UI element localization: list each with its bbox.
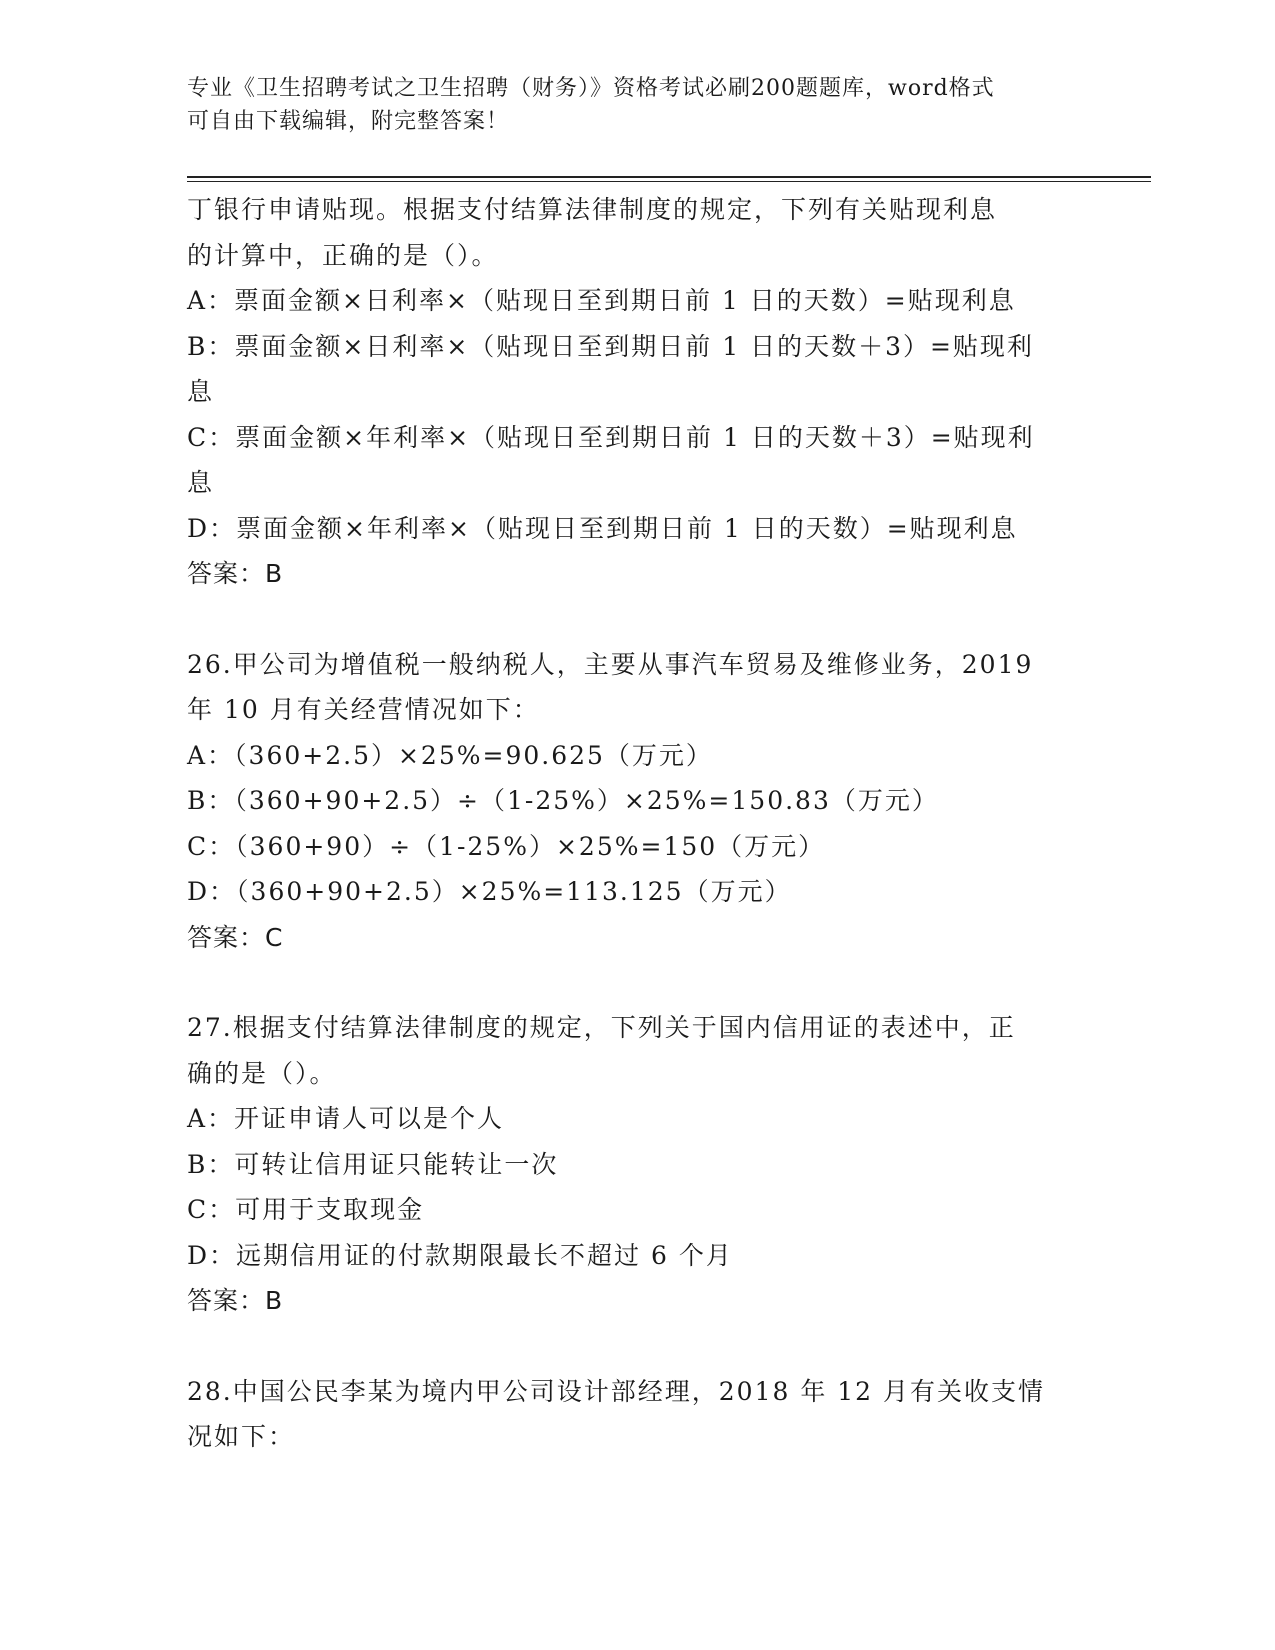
answer: 答案：B bbox=[187, 1286, 284, 1315]
option-c: C：票面金额×年利率×（贴现日至到期日前 1 日的天数＋3）=贴现利 bbox=[187, 422, 1035, 452]
question-content bbox=[187, 187, 1087, 1460]
header-subtitle-line: 可自由下载编辑，附完整答案！ bbox=[187, 109, 510, 134]
option-d: D：（360+90+2.5）×25%=113.125（万元） bbox=[187, 877, 792, 906]
spacer bbox=[187, 960, 1087, 1005]
header-title-line: 专业《卫生招聘考试之卫生招聘（财务）》资格考试必刷200题题库，word格式 bbox=[187, 76, 995, 101]
question-text: 况如下： bbox=[187, 1422, 296, 1451]
answer: 答案：C bbox=[187, 922, 284, 952]
question-text: 的计算中，正确的是（）。 bbox=[187, 240, 499, 270]
question-text: 28.中国公民李某为境内甲公司设计部经理，2018 年 12 月有关收支情 bbox=[187, 1376, 1046, 1406]
question-25 bbox=[187, 187, 1087, 597]
question-text: 确的是（）。 bbox=[187, 1058, 337, 1088]
question-text: 丁银行申请贴现。根据支付结算法律制度的规定，下列有关贴现利息 bbox=[187, 195, 998, 224]
document-header bbox=[187, 72, 1087, 138]
question-26 bbox=[187, 642, 1087, 961]
question-text: 年 10 月有关经营情况如下： bbox=[187, 695, 540, 724]
question-27 bbox=[187, 1005, 1087, 1324]
option-b-continued: 息 bbox=[187, 377, 215, 406]
option-b: B：（360+90+2.5）÷（1-25%）×25%=150.83（万元） bbox=[187, 786, 939, 815]
spacer bbox=[187, 1324, 1087, 1369]
question-28 bbox=[187, 1369, 1087, 1460]
option-c-continued: 息 bbox=[187, 468, 215, 497]
option-c: C：可用于支取现金 bbox=[187, 1195, 425, 1224]
header-divider-thin bbox=[187, 181, 1151, 182]
spacer bbox=[187, 597, 1087, 642]
option-c: C：（360+90）÷（1-25%）×25%=150（万元） bbox=[187, 831, 826, 861]
option-d: D：远期信用证的付款期限最长不超过 6 个月 bbox=[187, 1240, 733, 1270]
question-text: 27.根据支付结算法律制度的规定，下列关于国内信用证的表述中，正 bbox=[187, 1013, 1016, 1042]
option-a: A：开证申请人可以是个人 bbox=[187, 1104, 505, 1133]
option-a: A：票面金额×日利率×（贴现日至到期日前 1 日的天数）=贴现利息 bbox=[187, 286, 1016, 315]
question-text: 26.甲公司为增值税一般纳税人，主要从事汽车贸易及维修业务，2019 bbox=[187, 649, 1034, 679]
option-d: D：票面金额×年利率×（贴现日至到期日前 1 日的天数）=贴现利息 bbox=[187, 513, 1018, 543]
option-a: A：（360+2.5）×25%=90.625（万元） bbox=[187, 740, 713, 770]
option-b: B：可转让信用证只能转让一次 bbox=[187, 1149, 559, 1179]
answer: 答案：B bbox=[187, 559, 284, 588]
header-divider-thick bbox=[187, 176, 1151, 178]
option-b: B：票面金额×日利率×（贴现日至到期日前 1 日的天数＋3）=贴现利 bbox=[187, 331, 1034, 361]
